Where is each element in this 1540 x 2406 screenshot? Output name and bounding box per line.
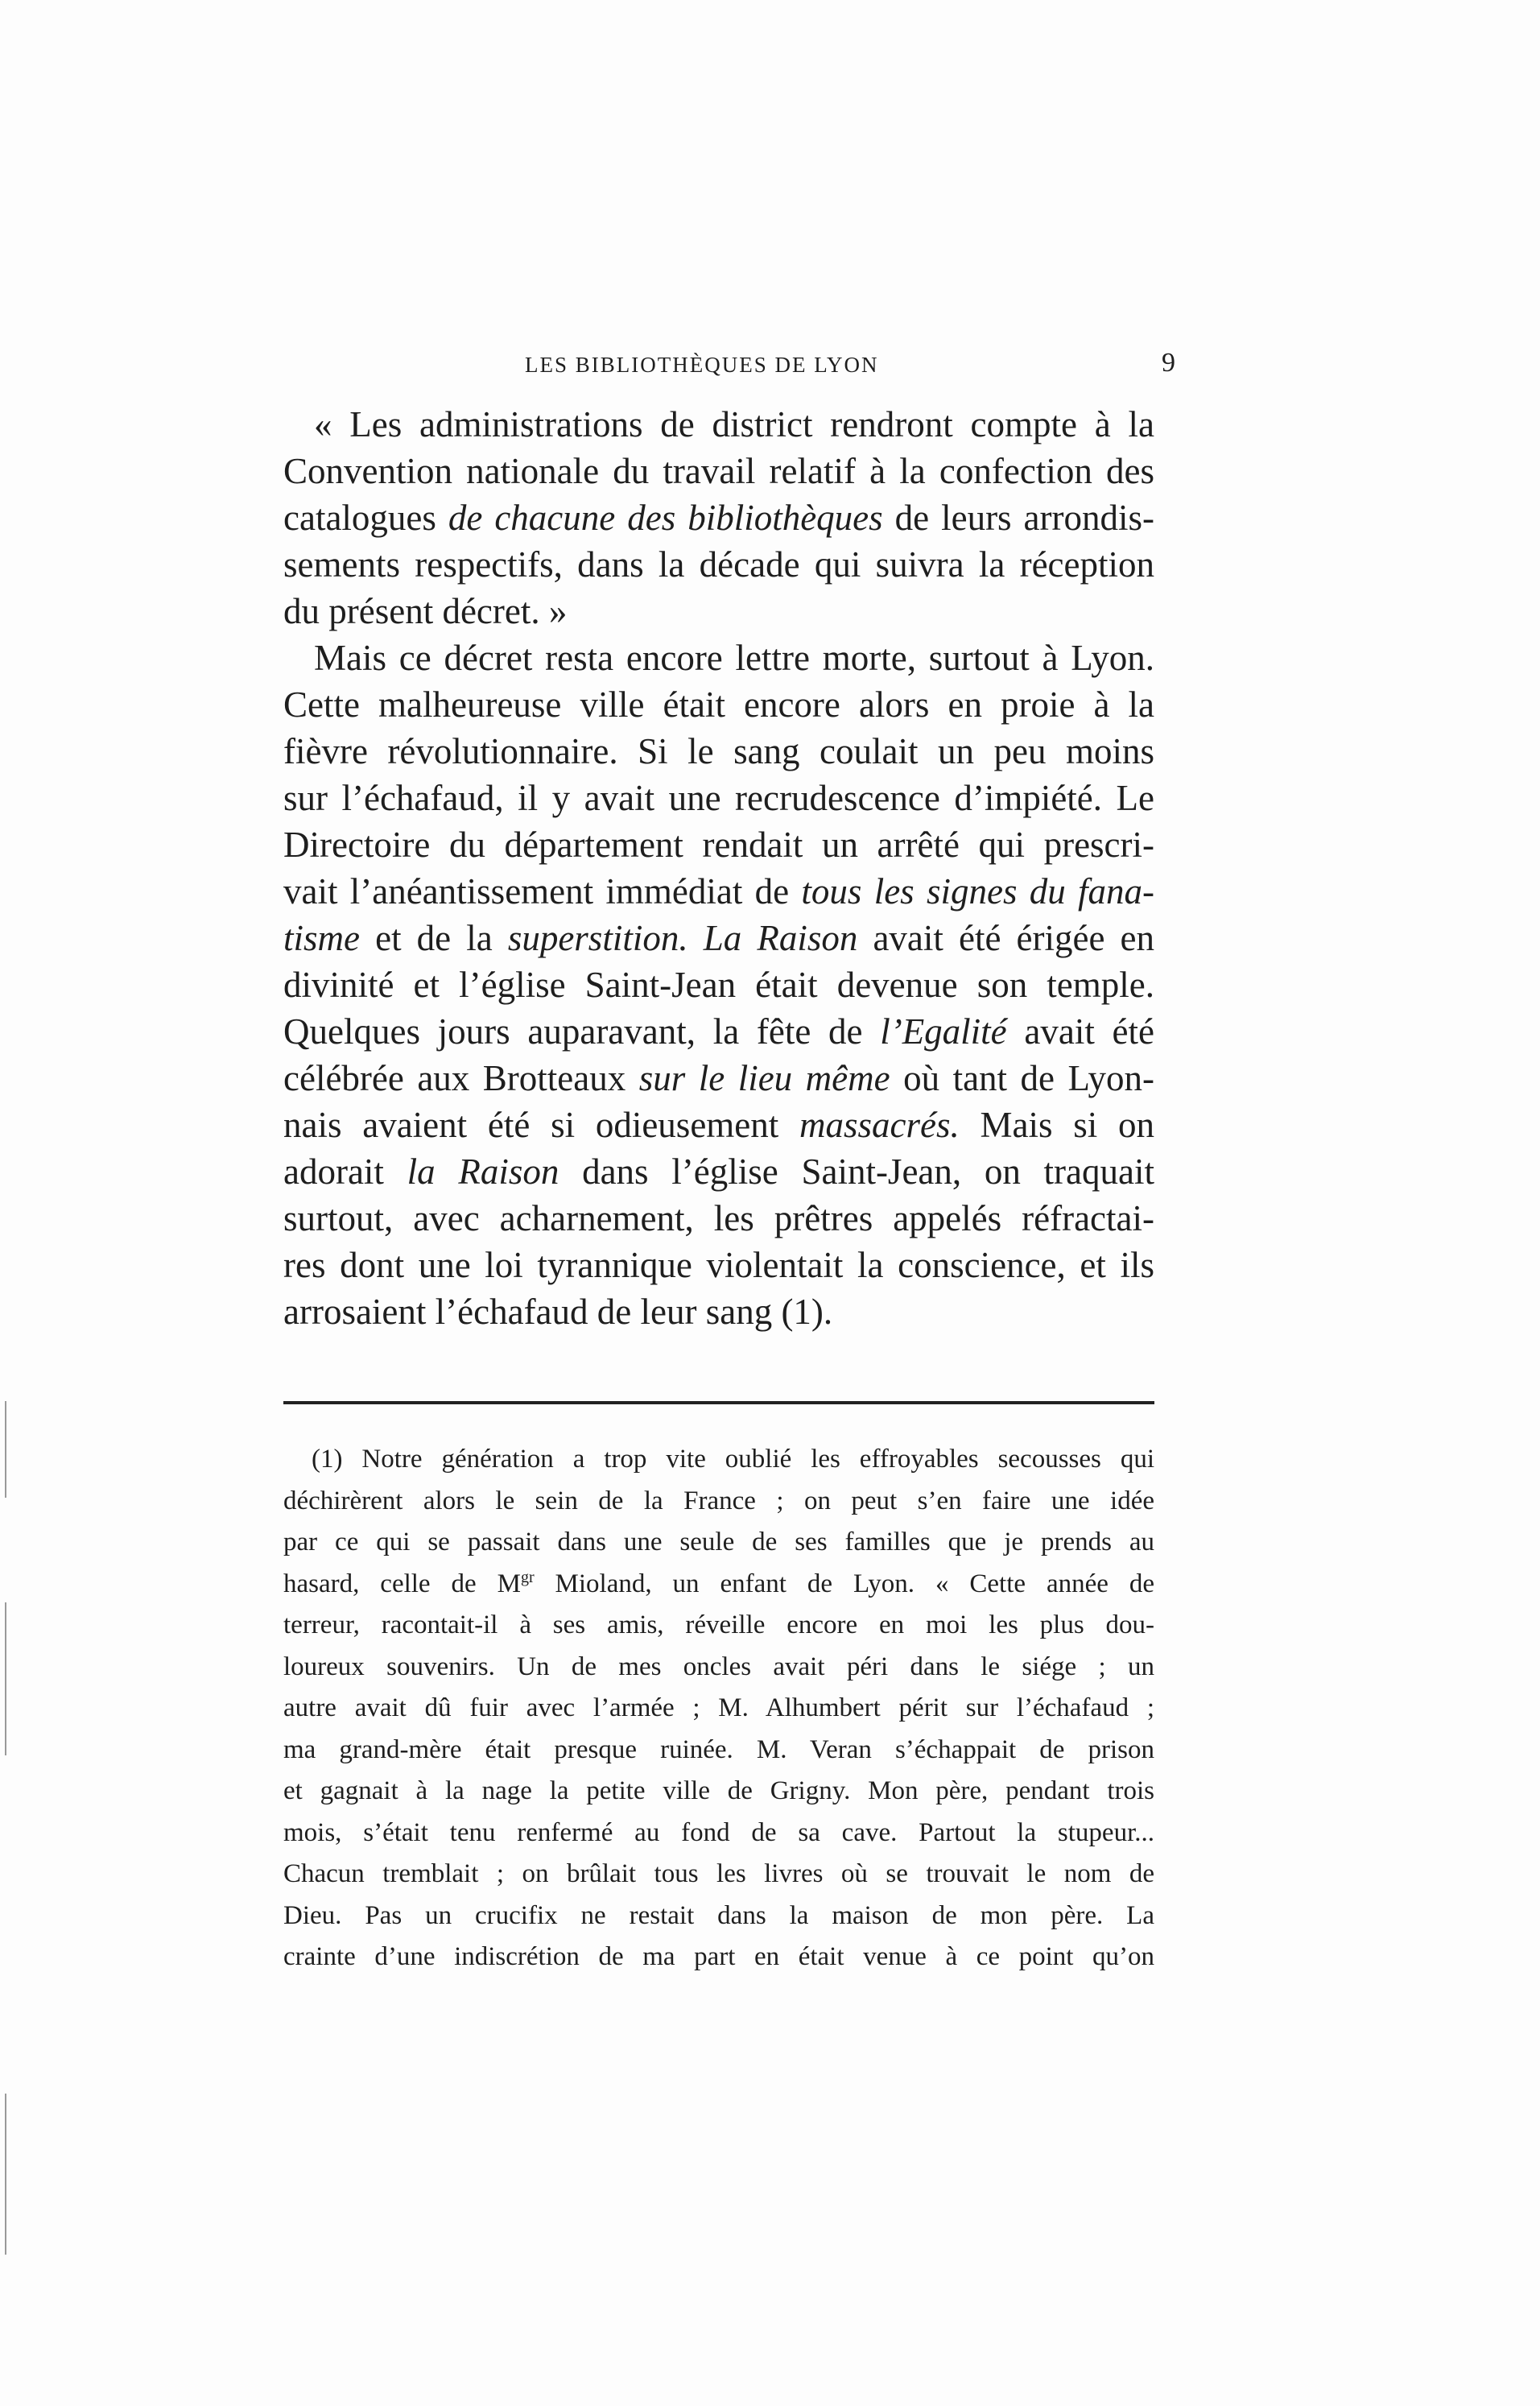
footnote-line: Dieu. Pas un crucifix ne restait dans la maison de mon père. La: [283, 1900, 1154, 1930]
footnote: [283, 1439, 1154, 1978]
text-line: Mais ce décret resta encore lettre morte, surtout à Lyon.: [314, 638, 1154, 678]
footnote-line: mois, s’était tenu renfermé au fond de sa cave. Partout la stupeur...: [283, 1817, 1154, 1847]
text-line: divinité et l’église Saint-Jean était devenue son temple.: [283, 965, 1154, 1005]
footnote-line: crainte d’une indiscrétion de ma part en était venue à ce point qu’on: [283, 1942, 1154, 1971]
text-line: Quelques jours auparavant, la fête de l’Egalité avait été: [283, 1011, 1154, 1052]
footnote-line: et gagnait à la nage la petite ville de Grigny. Mon père, pendant trois: [283, 1776, 1154, 1805]
text-line: surtout, avec acharnement, les prêtres appelés réfractai-: [283, 1198, 1154, 1238]
text-line: sements respectifs, dans la décade qui suivra la réception: [283, 544, 1154, 585]
text-line: Convention nationale du travail relatif à la confection des: [283, 451, 1154, 491]
running-head: [283, 348, 1175, 385]
scan-margin-artifact: [5, 1602, 6, 1755]
text-line: tisme et de la superstition. La Raison avait été érigée en: [283, 918, 1155, 958]
footnote-line: Chacun tremblait ; on brûlait tous les livres où se trouvait le nom de: [283, 1859, 1154, 1888]
text-line: du présent décret. »: [283, 591, 568, 631]
scan-margin-artifact: [5, 1401, 6, 1498]
footnote-line: (1) Notre génération a trop vite oublié les effroyables secousses qui: [312, 1445, 1154, 1474]
text-line: fièvre révolutionnaire. Si le sang coulait un peu moins: [283, 731, 1154, 771]
footnote-line: terreur, racontait-il à ses amis, réveille encore en moi les plus dou-: [283, 1610, 1154, 1639]
scan-margin-artifact: [5, 2094, 6, 2255]
footnote-line: ma grand-mère était presque ruinée. M. Veran s’échappait de prison: [283, 1734, 1154, 1764]
running-title: LES BIBLIOTHÈQUES DE LYON: [525, 353, 879, 377]
footnote-line: par ce qui se passait dans une seule de ses familles que je prends au: [283, 1528, 1154, 1556]
footnote-rule: [283, 1401, 1154, 1404]
text-line: « Les administrations de district rendront compte à la: [314, 404, 1154, 444]
main-text: [283, 401, 1154, 1335]
text-line: Directoire du département rendait un arrêté qui prescri-: [283, 825, 1154, 865]
text-line: catalogues de chacune des bibliothèques de leurs arrondis-: [283, 498, 1154, 538]
text-line: adorait la Raison dans l’église Saint-Jean, on traquait: [283, 1151, 1154, 1192]
text-line: célébrée aux Brotteaux sur le lieu même où tant de Lyon-: [283, 1058, 1154, 1098]
text-line: res dont une loi tyrannique violentait la conscience, et ils: [283, 1245, 1154, 1285]
footnote-line: hasard, celle de $M^{gr}$ Mioland, un enfant de Lyon. « Cette année de: [283, 1568, 1154, 1598]
footnote-line: loureux souvenirs. Un de mes oncles avait péri dans le siége ; un: [283, 1652, 1154, 1681]
footnote-line: déchirèrent alors le sein de la France ; on peut s’en faire une idée: [283, 1486, 1154, 1515]
text-line: vait l’anéantissement immédiat de tous les signes du fana-: [283, 871, 1154, 912]
footnote-line: autre avait dû fuir avec l’armée ; M. Alhumbert périt sur l’échafaud ;: [283, 1693, 1154, 1722]
text-line: arrosaient l’échafaud de leur sang (1).: [283, 1292, 833, 1332]
text-line: sur l’échafaud, il y avait une recrudescence d’impiété. Le: [283, 778, 1154, 818]
text-line: Cette malheureuse ville était encore alors en proie à la: [283, 684, 1154, 725]
page-number: 9: [1162, 348, 1175, 378]
text-line: nais avaient été si odieusement massacrés. Mais si on: [283, 1105, 1154, 1145]
